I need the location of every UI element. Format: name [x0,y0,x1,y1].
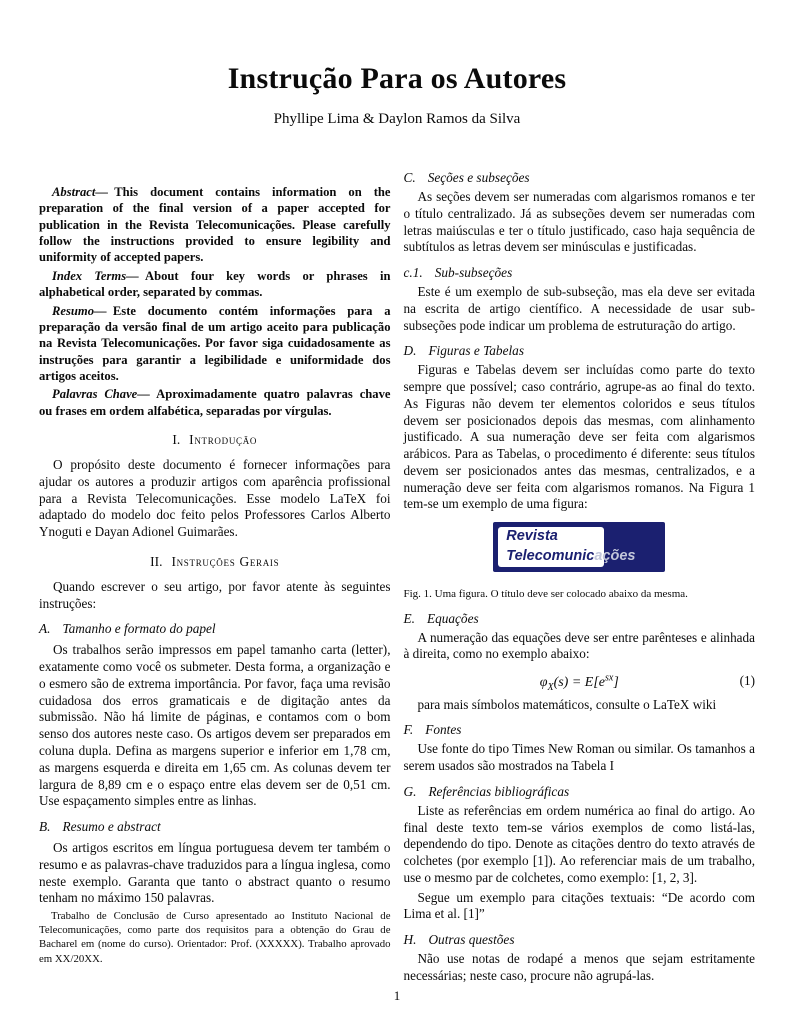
section-title: Introdução [189,432,258,448]
resumo-text: Este documento contém informações para a preparação da versão final de um artigo aceito para publicação na Revista Telecomunicações. Por favor siga cuidadosamente as instruções para garantir a legibilidade e uniformidade dos artigos aceitos. [39,303,391,383]
section-number: II. [150,553,163,569]
subsection-heading-tamanho-formato [39,621,391,637]
instrucoes-gerais-paragraph: Quando escrever o seu artigo, por favor atente às seguintes instruções: [39,578,391,611]
subsection-heading-fontes [404,722,756,738]
abstract-paragraph [39,184,391,266]
equacoes-paragraph: A numeração das equações deve ser entre parênteses e alinhada à direita, como no exemplo abaixo: [403,629,755,662]
subsection-title: Seções e subseções [427,170,530,185]
subsection-number: A. [39,621,51,637]
palavras-chave-paragraph [39,386,391,419]
equacoes-after-paragraph: para mais símbolos matemáticos, consulte o LaTeX wiki [417,696,717,712]
subsection-heading-figuras-tabelas [404,343,756,359]
index-terms-paragraph [39,268,391,301]
subsection-number: H. [403,932,417,948]
abstract-label: Abstract— [52,185,108,199]
tamanho-formato-paragraph: Os trabalhos serão impressos em papel tamanho carta (letter), exatamente como você os submeter. Desta forma, a organização e o esmero são de extrema importância. Por favor, faça uma revisão cuidadosa dos erros gramaticais e de digitação antes da submissão. Não há limite de páginas, e contamos com o bom senso dos autores neste caso. Os artigos devem ser preparados em coluna dupla. Defina as margens superior e inferior em 1,78 cm, as margens esquerda e direita em 1,65 cm. As colunas devem ter largura de 8,89 cm e o espaço entre elas devem ser de 0,51 cm. Use espaçamento simples entre as linhas. [39,642,391,809]
logo-word-dark: Telecomunic [506,547,595,564]
palavras-chave-label: Palavras Chave— [52,387,150,402]
subsection-title: Equações [426,610,479,626]
column-right [403,170,756,983]
logo-word-light: ações [594,547,636,564]
index-terms-label: Index Terms— [52,268,139,283]
thanks-footnote: Trabalho de Conclusão de Curso apresentado ao Instituto Nacional de Telecomunicações, como parte dos requisitos para a obtenção do Grau de Bacharel em (nome do curso). Orientador: Prof. (XXXXX). Trabalho aprovado em XX/20XX. [39,909,391,965]
subsection-heading-equacoes [404,611,756,627]
subsubsection-number: c.1. [403,265,423,281]
subsection-heading-secoes-subsecoes [404,170,756,186]
logo-text [506,527,635,566]
palavras-chave-text: Aproximadamente quatro palavras chave ou frases em ordem alfabética, separadas por vírgulas. [39,387,391,418]
abstract-text: This document contains information on the preparation of the final version of a paper accepted for publication in the Revista Telecomunicações. Please carefully follow the instructions provided to ensure legibility and uniformity of accepted papers. [39,185,391,265]
subsection-heading-referencias [404,784,756,800]
subsection-title: Tamanho e formato do papel [62,621,216,637]
paper-authors: Phyllipe Lima & Daylon Ramos da Silva [273,111,521,127]
secoes-subsecoes-paragraph: As seções devem ser numeradas com algarismos romanos e ter o título centralizado. Já as subseções devem ser numeradas com letras maiúsculas e ter o título justificado, caso haja sequência de subtítulos as letras devem ser minúsculas e justificadas. [403,189,755,255]
subsection-number: F. [403,722,414,738]
subsection-number: G. [403,783,417,799]
subsection-title: Resumo e abstract [62,819,161,835]
two-column-body [0,170,794,983]
subsection-title: Referências bibliográficas [428,783,570,799]
subsection-heading-outras-questoes [404,932,756,948]
resumo-paragraph [39,303,391,385]
figure-1-caption: Fig. 1. Uma figura. O título deve ser colocado abaixo da mesma. [403,588,688,601]
page-number: 1 [393,988,401,1003]
sub-subsecoes-paragraph: Este é um exemplo de sub-subseção, mas ela deve ser evitada na escrita de artigo científico. A necessidade de usar sub-subseções pode indicar um problema de estruturação do artigo. [403,284,755,333]
referencias-paragraph-1: Liste as referências em ordem numérica ao final do artigo. Ao final deste texto tem-se vários exemplos de como listá-las, dependendo do tipo. Denote as citações dentro do texto através de colchetes (por exemplo [1]). Ao referenciar mais de um trabalho, use o mesmo par de colchetes, como exemplo: [1, 2, 3]. [403,802,755,885]
outras-questoes-paragraph: Não use notas de rodapé a menos que sejam estritamente necessárias; neste caso, procure não agrupá-las. [403,951,755,983]
subsubsection-heading-sub-subsecoes [404,265,756,281]
subsection-title: Fontes [425,722,462,738]
equation-1 [404,672,756,692]
section-heading-instrucoes-gerais [39,554,391,570]
equation-expression: $\varphi_X(s) = E[e^{sx}]$ [539,672,619,693]
referencias-paragraph-2: Segue um exemplo para citações textuais: “De acordo com Lima et al. [1]” [403,889,755,922]
section-heading-introducao [39,432,391,448]
resumo-label: Resumo— [52,303,107,318]
section-title: Instruções Gerais [171,553,280,569]
subsection-title: Outras questões [428,932,515,948]
column-left [39,170,391,970]
paper-header [0,0,794,128]
subsection-number: E. [403,610,415,626]
paper-title: Instrução Para os Autores [227,62,567,95]
subsection-heading-resumo-abstract [39,819,391,835]
section-number: I. [172,432,181,448]
subsection-title: Figuras e Tabelas [428,343,524,359]
resumo-abstract-paragraph: Os artigos escritos em língua portuguesa devem ter também o resumo e as palavras-chave traduzidos para a língua inglesa, como neste exemplo. Garanta que tanto o abstract quanto o resumo tenham no máximo 150 palavras. [39,840,391,906]
equation-number: (1) [739,673,755,689]
revista-telecomunicacoes-logo [493,522,665,572]
introducao-paragraph: O propósito deste documento é fornecer informações para ajudar os autores a produzir artigos com aparência profissional para a Revista Telecomunicações. Esse modelo LaTeX foi adaptado do modelo doc feito pelos Professores Carlos Alberto Ynoguti e Dayan Adionel Guimarães. [39,457,391,540]
subsubsection-title: Sub-subseções [434,265,513,281]
index-terms-text: About four key words or phrases in alphabetical order, separated by commas. [39,268,391,300]
logo-line-telecomunicacoes [506,547,635,567]
logo-line-revista: Revista [506,528,558,545]
subsection-number: B. [39,819,51,835]
fontes-paragraph: Use fonte do tipo Times New Roman ou similar. Os tamanhos a serem usados são mostrados na Tabela I [403,741,755,774]
figure-1 [404,522,756,577]
figuras-tabelas-paragraph: Figuras e Tabelas devem ser incluídas como parte do texto sempre que possível; caso contrário, agrupe-as ao final do texto. As Figuras não devem ter elementos coloridos e seus títulos devem ser posicionados depois das mesmas, com alinhamento justificado. A sua numeração deve ser feita com algarismos arábicos. Para as Tabelas, o procedimento é diferente: seus títulos devem ser posicionados antes das mesmas, centralizados, e a numeração deve ser feita com algarismos romanos. Na Figura 1 tem-se um exemplo de uma figura: [403,362,755,512]
subsection-number: D. [403,343,417,359]
subsection-number: C. [403,170,416,185]
